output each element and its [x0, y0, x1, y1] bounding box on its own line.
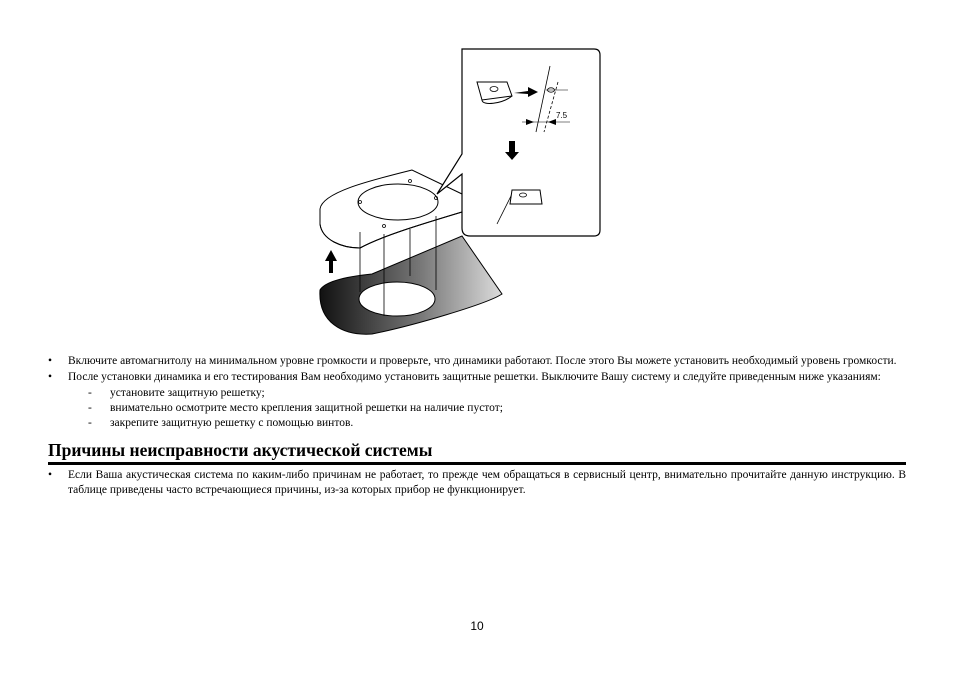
dash-icon: - — [88, 387, 92, 399]
sub-list-item-text: закрепите защитную решетку с помощью винтов. — [110, 417, 354, 429]
list-item-text: После установки динамика и его тестирования Вам необходимо установить защитные решетки. Выключите Вашу систему и следуйте приведенным ниже указаниям: — [68, 371, 881, 383]
sub-list-item — [68, 416, 906, 431]
list-item — [48, 354, 906, 369]
bullet-dot-icon: • — [48, 371, 53, 383]
sub-list — [68, 386, 906, 431]
section-list — [48, 468, 906, 498]
mounting-panel — [320, 236, 502, 334]
arrow-up-icon — [325, 250, 337, 273]
sub-list-item — [68, 386, 906, 401]
bullet-dot-icon: • — [48, 469, 53, 481]
dash-icon: - — [88, 417, 92, 429]
sub-list-item — [68, 401, 906, 416]
sub-list-item-text: установите защитную решетку; — [110, 387, 265, 399]
speaker-grille-installation-diagram — [312, 44, 604, 350]
list-item — [48, 468, 906, 498]
bullet-dot-icon: • — [48, 355, 53, 367]
grille-plate — [320, 170, 462, 248]
page-number: 10 — [470, 619, 484, 633]
list-item-text: Если Ваша акустическая система по каким-либо причинам не работает, то прежде чем обращаться в сервисный центр, внимательно прочитайте данную инструкцию. В таблице приведены часто встречающиеся причины, из-за которых прибор не функционирует. — [68, 469, 906, 496]
list-item-text: Включите автомагнитолу на минимальном уровне громкости и проверьте, что динамики работают. После этого Вы можете установить необходимый уровень громкости. — [68, 355, 897, 367]
sub-list-item-text: внимательно осмотрите место крепления защитной решетки на наличие пустот; — [110, 402, 503, 414]
dimension-label: 7.5 — [556, 111, 568, 120]
list-item — [48, 370, 906, 431]
dash-icon: - — [88, 402, 92, 414]
instructions-content — [48, 354, 906, 499]
section-heading: Причины неисправности акустической системы — [48, 439, 906, 465]
detail-inset — [437, 49, 600, 236]
instruction-list — [48, 354, 906, 431]
